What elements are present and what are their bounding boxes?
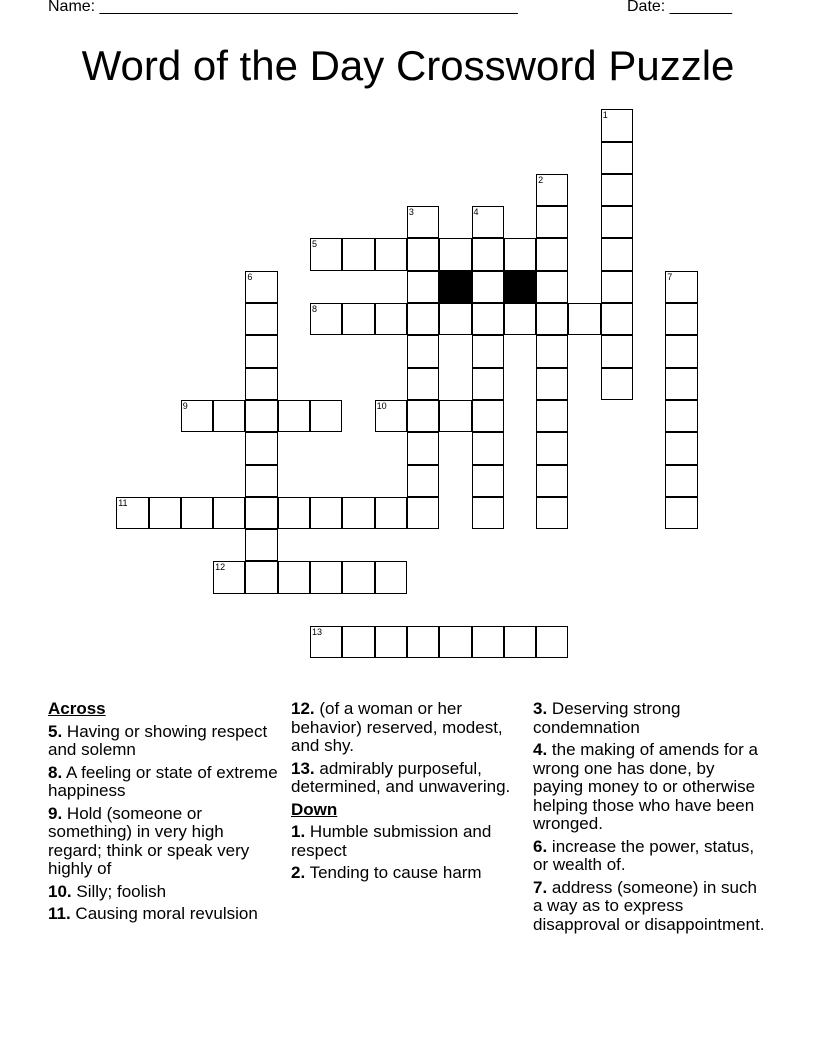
grid-cell[interactable] — [342, 303, 374, 335]
grid-cell[interactable] — [601, 271, 633, 303]
grid-cell[interactable] — [536, 465, 568, 497]
grid-cell[interactable] — [375, 238, 407, 270]
clue-number: 7 — [667, 271, 673, 282]
clue-number: 2 — [538, 174, 544, 185]
clue-across-13: 13. admirably purposeful, determined, and unwavering. — [291, 758, 511, 796]
grid-cell[interactable] — [665, 271, 697, 303]
clue-across-10: 10. Silly; foolish — [48, 881, 167, 901]
clue-down-2: 2. Tending to cause harm — [291, 863, 482, 882]
grid-cell[interactable] — [439, 303, 471, 335]
clue-number: 5 — [312, 239, 318, 250]
grid-cell[interactable] — [665, 497, 697, 529]
grid-cell[interactable] — [536, 238, 568, 270]
grid-cell[interactable] — [245, 400, 277, 432]
across-heading: Across — [48, 699, 106, 718]
grid-cell[interactable] — [472, 626, 504, 658]
clue-down-6: 6. increase the power, status, or wealth of. — [533, 836, 755, 874]
page-title: Word of the Day Crossword Puzzle — [81, 42, 735, 89]
grid-cell[interactable] — [536, 400, 568, 432]
grid-cell[interactable] — [665, 335, 697, 367]
grid-cell[interactable] — [213, 400, 245, 432]
clue-number: 11 — [118, 497, 128, 508]
grid-cell[interactable] — [601, 109, 633, 141]
clue-down-4: 4. the making of amends for a wrong one has done, by paying money to or otherwise helping those who have been wronged. — [533, 740, 758, 833]
grid-cell[interactable] — [407, 206, 439, 238]
grid-cell[interactable] — [278, 400, 310, 432]
grid-cell[interactable] — [665, 303, 697, 335]
grid-cell[interactable] — [504, 303, 536, 335]
grid-cell[interactable] — [407, 432, 439, 464]
clue-number: 3 — [408, 207, 414, 218]
grid-cell[interactable] — [375, 497, 407, 529]
clue-number: 13 — [312, 627, 323, 637]
grid-cell[interactable] — [472, 497, 504, 529]
clue-across-5: 5. Having or showing respect and solemn — [48, 721, 268, 759]
grid-cell[interactable] — [536, 303, 568, 335]
grid-cell[interactable] — [407, 465, 439, 497]
grid-cell[interactable] — [472, 465, 504, 497]
black-cell — [439, 271, 471, 303]
grid-cell[interactable] — [407, 238, 439, 270]
grid-cell[interactable] — [536, 626, 568, 658]
grid-cell[interactable] — [472, 238, 504, 270]
clue-down-1: 1. Humble submission and respect — [291, 822, 492, 860]
grid-cell[interactable] — [439, 626, 471, 658]
grid-cell[interactable] — [536, 206, 568, 238]
grid-cell[interactable] — [407, 271, 439, 303]
down-heading: Down — [291, 799, 338, 819]
grid-cell[interactable] — [504, 238, 536, 270]
clue-number: 8 — [312, 304, 318, 314]
clue-down-7: 7. address (someone) in such a way as to express disapproval or disappointment. — [533, 877, 765, 934]
clue-number: 6 — [247, 271, 253, 282]
grid-cell[interactable] — [245, 561, 277, 593]
grid-cell[interactable] — [278, 497, 310, 529]
grid-cell[interactable] — [245, 368, 277, 400]
grid-cell[interactable] — [601, 174, 633, 206]
grid-cell[interactable] — [568, 303, 600, 335]
grid-cell[interactable] — [407, 497, 439, 529]
clue-number: 9 — [182, 400, 188, 411]
grid-cell[interactable] — [472, 400, 504, 432]
grid-cell[interactable] — [472, 368, 504, 400]
black-cell — [504, 271, 536, 303]
name-field-label: Name: _______________________________________________ — [48, 0, 518, 15]
grid-cell[interactable] — [601, 303, 633, 335]
grid-cell[interactable] — [472, 335, 504, 367]
grid-cell[interactable] — [213, 497, 245, 529]
grid-cell[interactable] — [472, 271, 504, 303]
grid-cell[interactable] — [665, 432, 697, 464]
grid-cell[interactable] — [472, 432, 504, 464]
grid-cell[interactable] — [245, 335, 277, 367]
grid-cell[interactable] — [665, 400, 697, 432]
clue-number: 10 — [376, 400, 387, 411]
grid-cell[interactable] — [245, 271, 277, 303]
grid-cell[interactable] — [601, 142, 633, 174]
grid-cell[interactable] — [536, 335, 568, 367]
grid-cell[interactable] — [342, 626, 374, 658]
grid-cell[interactable] — [116, 497, 148, 529]
grid-cell[interactable] — [213, 561, 245, 593]
clues-column-3 — [533, 700, 765, 938]
clue-across-11: 11. Causing moral revulsion — [48, 904, 258, 923]
grid-cell[interactable] — [310, 561, 342, 593]
grid-cell[interactable] — [504, 626, 536, 658]
grid-cell[interactable] — [181, 400, 213, 432]
grid-cell[interactable] — [536, 271, 568, 303]
grid-cell[interactable] — [342, 561, 374, 593]
grid-cell[interactable] — [310, 400, 342, 432]
grid-cell[interactable] — [407, 400, 439, 432]
grid-cell[interactable] — [375, 303, 407, 335]
grid-cell[interactable] — [375, 626, 407, 658]
grid-cell[interactable] — [601, 335, 633, 367]
grid-cell[interactable] — [181, 497, 213, 529]
grid-cell[interactable] — [407, 368, 439, 400]
grid-cell[interactable] — [310, 497, 342, 529]
grid-cell[interactable] — [342, 497, 374, 529]
clue-number: 12 — [215, 562, 226, 573]
clue-number: 4 — [473, 207, 479, 218]
grid-cell[interactable] — [665, 368, 697, 400]
clue-number: 1 — [602, 110, 608, 121]
grid-cell[interactable] — [310, 238, 342, 270]
grid-cell[interactable] — [149, 497, 181, 529]
grid-cell[interactable] — [407, 626, 439, 658]
clue-down-3: 3. Deserving strong condemnation — [533, 699, 681, 737]
clues-column-1 — [48, 700, 280, 928]
grid-cell[interactable] — [342, 238, 374, 270]
grid-cell[interactable] — [245, 497, 277, 529]
grid-cell[interactable] — [665, 465, 697, 497]
grid-cell[interactable] — [439, 400, 471, 432]
clue-across-8: 8. A feeling or state of extreme happiness — [48, 762, 278, 800]
grid-cell[interactable] — [601, 238, 633, 270]
grid-cell[interactable] — [310, 626, 342, 658]
grid-cell[interactable] — [245, 432, 277, 464]
grid-cell[interactable] — [601, 368, 633, 400]
clue-across-9: 9. Hold (someone or something) in very high regard; think or speak very highly of — [48, 803, 250, 878]
grid-cell[interactable] — [472, 206, 504, 238]
grid-cell[interactable] — [407, 335, 439, 367]
grid-cell[interactable] — [472, 303, 504, 335]
grid-cell[interactable] — [245, 465, 277, 497]
grid-cell[interactable] — [536, 174, 568, 206]
grid-cell[interactable] — [278, 561, 310, 593]
grid-cell[interactable] — [439, 238, 471, 270]
date-field-label: Date: _______ — [627, 0, 732, 15]
grid-cell[interactable] — [536, 497, 568, 529]
grid-cell[interactable] — [407, 303, 439, 335]
clues-column-2 — [291, 700, 523, 887]
grid-cell[interactable] — [601, 206, 633, 238]
grid-cell[interactable] — [375, 561, 407, 593]
grid-cell[interactable] — [245, 529, 277, 561]
grid-cell[interactable] — [375, 400, 407, 432]
grid-cell[interactable] — [536, 368, 568, 400]
grid-cell[interactable] — [245, 303, 277, 335]
grid-cell[interactable] — [310, 303, 342, 335]
clue-across-12: 12. (of a woman or her behavior) reserved, modest, and shy. — [291, 699, 503, 755]
grid-cell[interactable] — [536, 432, 568, 464]
